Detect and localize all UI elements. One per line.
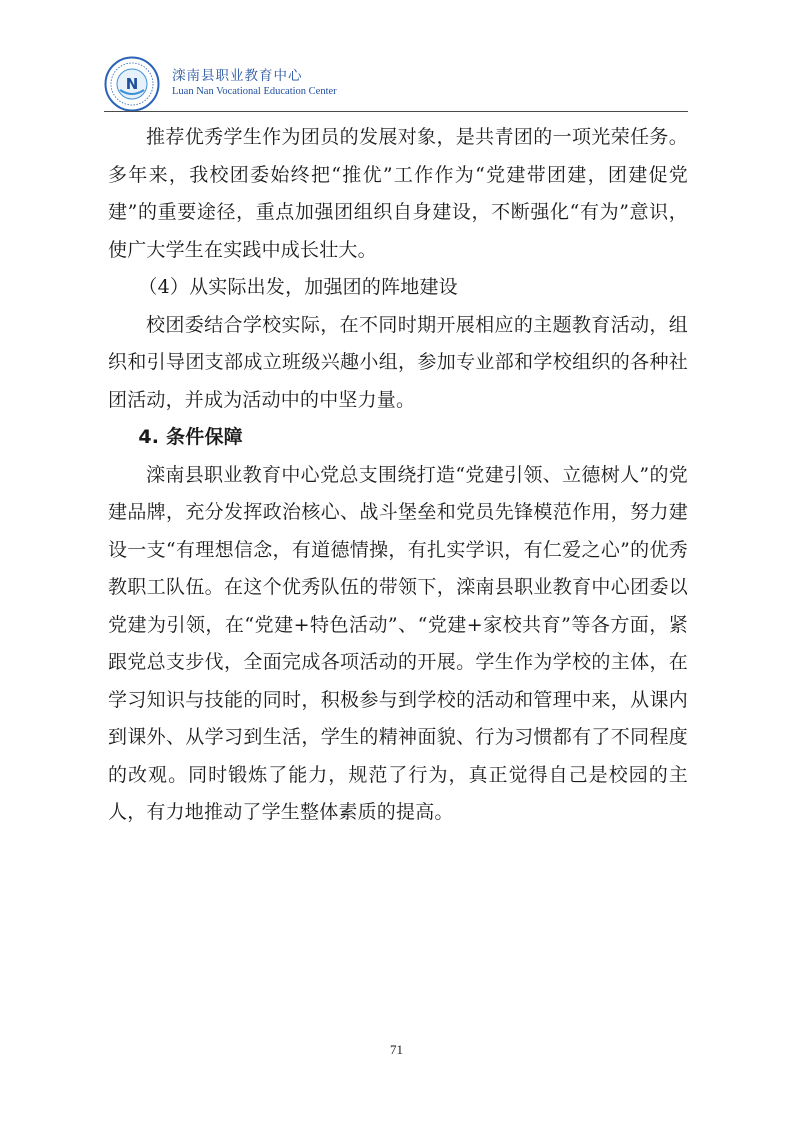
document-body [108,119,688,832]
school-logo-icon [104,56,160,112]
logo-letter: N [125,75,139,93]
org-name-en: Luan Nan Vocational Education Center [172,86,337,97]
page-number: 71 [390,1042,403,1057]
header-divider [104,111,688,112]
subheading-position-building: （4）从实际出发，加强团的阵地建设 [138,276,458,298]
paragraph-theme-activities: 校团委结合学校实际，在不同时期开展相应的主题教育活动，组织和引导团支部成立班级兴趣小组，参加专业部和学校组织的各种社团活动，并成为活动中的中坚力量。 [108,313,688,411]
paragraph-recommend-members: 推荐优秀学生作为团员的发展对象，是共青团的一项光荣任务。多年来，我校团委始终把“推优”工作作为“党建带团建，团建促党建”的重要途径，重点加强团组织自身建设，不断强化“有为”意识，使广大学生在实践中成长壮大。 [108,126,688,261]
page-header [104,56,688,112]
org-name-cn: 滦南县职业教育中心 [172,68,303,84]
paragraph-party-branch: 滦南县职业教育中心党总支围绕打造“党建引领、立德树人”的党建品牌，充分发挥政治核心、战斗堡垒和党员先锋模范作用，努力建设一支“有理想信念，有道德情操，有扎实学识，有仁爱之心”的优秀教职工队伍。在这个优秀队伍的带领下，滦南县职业教育中心团委以党建为引领，在“党建+特色活动”、“党建+家校共育”等各方面，紧跟党总支步伐，全面完成各项活动的开展。学生作为学校的主体，在学习知识与技能的同时，积极参与到学校的活动和管理中来，从课内到课外、从学习到生活，学生的精神面貌、行为习惯都有了不同程度的改观。同时锻炼了能力，规范了行为，真正觉得自己是校园的主人，有力地推动了学生整体素质的提高。 [108,463,688,823]
section-heading-conditions: 4. 条件保障 [138,426,243,448]
